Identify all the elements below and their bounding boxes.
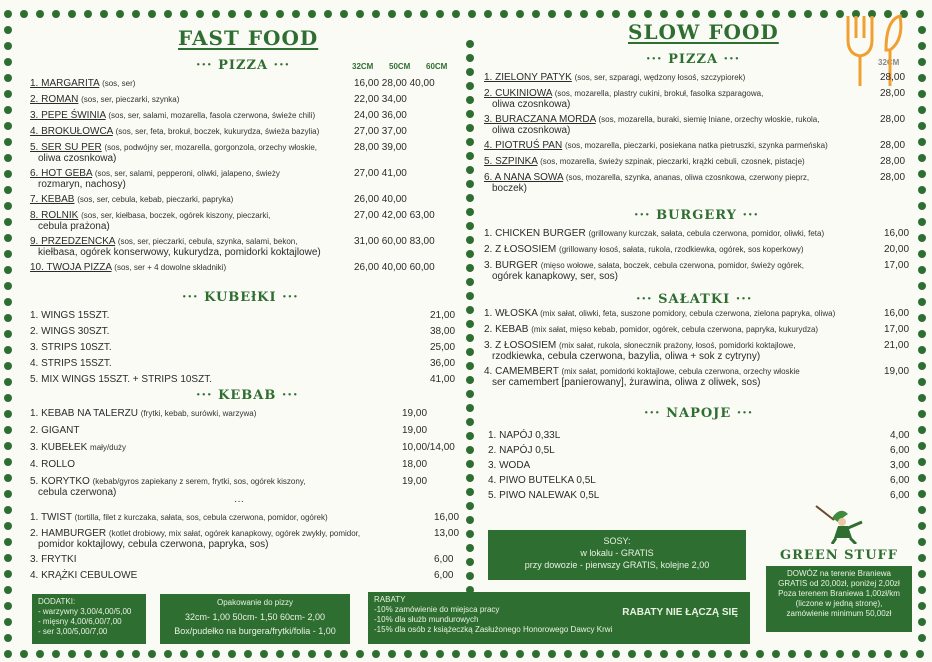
menu-item-name: 2. HAMBURGER [30,528,107,539]
menu-item-desc: (sos, ser + 4 dowolne składniki) [114,263,227,272]
menu-item [30,512,328,524]
rabaty-title: RABATY [374,595,406,604]
menu-item-name: 1. NAPÓJ 0,33L [488,430,561,441]
menu-item-desc: (sos, ser, pieczarki, cebula, szynka, salami, bekon, [117,237,298,246]
menu-item-desc-cont: rzodkiewka, cebula czerwona, bazylia, oliwa + sok z cytryny) [492,351,761,362]
menu-item-desc: (kebab/gyros zapiekany z serem, frytki, sos, ogórek kiszony, [92,477,306,486]
menu-item-price: 17,00 [884,324,910,335]
menu-item [484,172,809,184]
menu-item-price: 6,00 [434,554,454,565]
menu-item [30,342,112,354]
menu-item-name: 2. NAPÓJ 0,5L [488,445,555,456]
menu-item-desc: (frytki, kebab, surówki, warzywa) [140,409,257,418]
size-header-32: 32CM [352,62,374,71]
menu-item-name: 2. CUKINIOWA [484,88,552,99]
menu-item-name: 8. ROLNIK [30,210,79,221]
menu-item-price: 6,00 [434,570,454,581]
opakowanie-title: Opakowanie do pizzy [216,598,294,607]
menu-item-price: 16,00 28,00 40,00 [354,78,435,89]
slow-size-header: 32CM [878,58,900,67]
menu-item-price: 4,00 [890,430,910,441]
menu-item-price: 3,00 [890,460,910,471]
menu-item-price: 28,00 [880,156,906,167]
menu-item-desc: (mix sałat, pomidorki koktajlowe, cebula czerwona, orzechy włoskie [561,367,800,376]
menu-item-name: 10. TWOJA PIZZA [30,262,112,273]
rabaty-box [368,592,750,644]
menu-item [30,570,137,582]
menu-item-price: 19,00 [884,366,910,377]
menu-item-name: 1. MARGARITA [30,78,100,89]
menu-item-name: 6. HOT GEBA [30,168,93,179]
menu-item-price: 28,00 [880,72,906,83]
menu-item-price: 21,00 [884,340,910,351]
menu-item-price: 28,00 39,00 [354,142,407,153]
burgery-header: ··· BURGERY ··· [634,208,760,223]
menu-item-price: 28,00 [880,114,906,125]
dodatki-box [32,594,146,644]
menu-item-price: 24,00 36,00 [354,110,407,121]
menu-item [30,326,109,338]
dodatki-row: - ser 3,00/5,00/7,00 [38,627,108,636]
menu-item-price: 22,00 34,00 [354,94,407,105]
dodatki-row: - mięsny 4,00/6,00/7,00 [38,617,122,626]
menu-item [484,324,818,336]
menu-item-price: 25,00 [430,342,456,353]
opakowanie-line2: Box/pudełko na burgera/frytki/folia - 1,00 [174,626,336,636]
menu-item-price: 26,00 40,00 [354,194,407,205]
menu-item-desc: (mix sałat, oliwki, feta, suszone pomidory, cebula czerwona, zielona papryka, oliwa) [540,309,836,318]
menu-item [484,308,835,320]
menu-item-name: 1. WŁOSKA [484,308,538,319]
salatki-header: ··· SAŁATKI ··· [636,292,753,307]
menu-item-name: 4. PIWO BUTELKA 0,5L [488,475,596,486]
menu-item-price: 19,00 [402,408,428,419]
menu-item-desc: (mix sałat, rukola, słonecznik prażony, łosoś, pomidorki koktajlowe, [559,341,796,350]
menu-item-name: 9. PRZEDZENCKA [30,236,116,247]
menu-item-name: 3. BURACZANA MORDA [484,114,596,125]
menu-item-price: 21,00 [430,310,456,321]
delivery-line: GRATIS od 20,00zł, poniżej 2,00zł [778,579,900,588]
delivery-line: DOWÓZ na terenie Braniewa [786,569,892,578]
menu-item-price: 18,00 [402,459,428,470]
fast-food-pizza-header: ··· PIZZA ··· [196,58,291,73]
menu-item-desc: (grillowany kurczak, sałata, cebula czerwona, pomidor, oliwki, feta) [588,229,825,238]
menu-item-desc-cont: oliwa czosnkowa) [492,125,571,136]
menu-item-price: 17,00 [884,260,910,271]
menu-item-name: 5. PIWO NALEWAK 0,5L [488,490,600,501]
menu-item-desc-cont: ser camembert [panierowany], żurawina, oliwa z oliwek, sos) [492,377,761,388]
menu-item-desc: (sos, ser, cebula, kebab, pieczarki, papryka) [77,195,234,204]
menu-item-price: 27,00 42,00 63,00 [354,210,435,221]
menu-item [484,156,805,168]
menu-item-desc: (mix sałat, mięso kebab, pomidor, ogórek, cebula czerwona, papryka, kukurydza) [531,325,819,334]
dodatki-row: - warzywny 3,00/4,00/5,00 [38,607,132,616]
menu-item [30,126,319,138]
menu-item-name: 3. FRYTKI [30,554,77,565]
menu-item-name: 2. WINGS 30SZT. [30,326,110,337]
menu-item-name: 4. BROKUŁOWCA [30,126,113,137]
menu-item [484,140,828,152]
menu-item-desc-cont: oliwa czosnkowa) [492,99,571,110]
size-header-60: 60CM [426,62,448,71]
sosy-line2: przy dowozie - pierwszy GRATIS, kolejne 2,00 [524,560,710,570]
dodatki-title: DODATKI: [38,597,76,606]
menu-item-desc: mały/duży [90,443,127,452]
menu-item-desc: (sos, ser, szparagi, wędzony łosoś, szczypiorek) [574,73,746,82]
menu-item-desc: (sos, mozarella, świeży szpinak, pieczarki, krążki cebuli, czosnek, pistacje) [540,157,805,166]
slow-food-pizza-header: ··· PIZZA ··· [646,52,741,67]
menu-item-price: 19,00 [402,476,428,487]
menu-item-desc-cont: kiełbasa, ogórek konserwowy, kukurydza, pomidorki koktajlowe) [38,247,321,258]
menu-item-desc: (tortilla, filet z kurczaka, sałata, sos, cebula czerwona, pomidor, ogórek) [74,513,328,522]
fast-food-title: FAST FOOD [178,26,319,50]
elf-illustration [812,500,868,549]
menu-item-desc-cont: ogórek kanapkowy, ser, sos) [492,271,618,282]
menu-item [30,442,126,454]
menu-item-desc: (sos, ser, salami, mozarella, fasola czerwona, świeże chili) [108,111,316,120]
delivery-line: Poza terenem Braniewa 1,00zł/km [778,589,900,598]
menu-item-desc-cont: oliwa czosnkowa) [38,153,117,164]
menu-item-name: 2. GIGANT [30,425,80,436]
menu-item-name: 2. ROMAN [30,94,79,105]
menu-item-price: 16,00 [434,512,460,523]
menu-item [488,430,560,442]
menu-item [30,374,212,386]
menu-item-name: 1. ZIELONY PATYK [484,72,572,83]
menu-item-price: 16,00 [884,308,910,319]
menu-item-name: 1. KEBAB NA TALERZU [30,408,139,419]
menu-item-price: 6,00 [890,475,910,486]
menu-item-name: 5. SZPINKA [484,156,538,167]
menu-item-price: 28,00 [880,88,906,99]
menu-item-desc: (sos, mozarella, szynka, ananas, oliwa czosnkowa, czerwony pieprz, [565,173,810,182]
menu-item-name: 3. Z ŁOSOSIEM [484,340,557,351]
menu-item [30,194,233,206]
menu-item-desc: (sos, mozarella, plastry cukini, brokuł, fasolka szparagowa, [554,89,764,98]
menu-item [30,459,75,471]
opakowanie-box [160,594,350,644]
menu-item [30,94,179,106]
menu-item [484,244,804,256]
delivery-line: (liczone w jedną stronę), [795,599,883,608]
menu-item [488,490,599,502]
delivery-line: zamówienie minimum 50,00zł [786,609,892,618]
rabaty-line: -15% dla osób z książeczką Zasłużonego Honorowego Dawcy Krwi [374,625,613,634]
sosy-box [488,530,746,580]
menu-item [30,425,79,437]
menu-item [488,460,530,472]
menu-item-price: 28,00 [880,172,906,183]
menu-item-price: 36,00 [430,358,456,369]
menu-item-name: 5. MIX WINGS 15SZT. + STRIPS 10SZT. [30,374,212,385]
menu-item-desc-cont: cebula prażona) [38,221,110,232]
menu-item-desc: (sos, ser, salami, pepperoni, oliwki, jalapeno, świeży [94,169,280,178]
menu-item-name: 6. A NANA SOWA [484,172,564,183]
kebab-separator: ··· [234,496,244,507]
menu-item-desc: (sos, podwójny ser, mozarella, gorgonzola, orzechy włoskie, [104,143,318,152]
menu-item [30,408,256,420]
menu-item [30,78,135,90]
menu-item-name: 1. TWIST [30,512,72,523]
menu-item-desc: (sos, mozarella, pieczarki, posiekana natka pietruszki, szynka parmeńska) [564,141,828,150]
sosy-line1: w lokalu - GRATIS [580,548,654,558]
napoje-header: ··· NAPOJE ··· [644,406,754,421]
menu-item-price: 27,00 37,00 [354,126,407,137]
menu-item-name: 4. CAMEMBERT [484,366,559,377]
menu-item-name: 3. STRIPS 10SZT. [30,342,112,353]
menu-item-price: 6,00 [890,490,910,501]
menu-item-price: 38,00 [430,326,456,337]
menu-item-price: 28,00 [880,140,906,151]
kubelki-header: ··· KUBEłKI ··· [182,290,299,305]
menu-item-desc: (sos, ser, pieczarki, szynka) [81,95,180,104]
menu-item-desc-cont: cebula czerwona) [38,487,117,498]
menu-item-desc: (sos, ser, feta, brokuł, boczek, kukurydza, świeża bazylia) [115,127,320,136]
rabaty-note: RABATY NIE ŁĄCZĄ SIĘ [622,607,738,618]
menu-item-name: 3. PEPE ŚWINIA [30,110,106,121]
menu-item [30,110,315,122]
menu-item-desc: (kotlet drobiowy, mix sałat, ogórek kanapkowy, ogórek zwykły, pomidor, [108,529,361,538]
menu-item-price: 41,00 [430,374,456,385]
kebab-header: ··· KEBAB ··· [196,388,299,403]
menu-item [30,554,77,566]
menu-item-price: 16,00 [884,228,910,239]
menu-item-price: 26,00 40,00 60,00 [354,262,435,273]
menu-item-name: 2. Z ŁOSOSIEM [484,244,557,255]
menu-item-desc: (sos, ser, kiełbasa, boczek, ogórek kiszony, pieczarki, [81,211,271,220]
opakowanie-line1: 32cm- 1,00 50cm- 1,50 60cm- 2,00 [184,612,326,622]
menu-item [484,72,745,84]
menu-item [488,475,596,487]
menu-item-name: 7. KEBAB [30,194,75,205]
menu-item-name: 1. WINGS 15SZT. [30,310,110,321]
menu-item [30,310,109,322]
menu-item-desc-cont: rozmaryn, nachosy) [38,179,126,190]
menu-item-desc: (mięso wołowe, sałata, boczek, cebula czerwona, pomidor, świeży ogórek, [540,261,804,270]
menu-item-desc: (sos, ser) [102,79,136,88]
menu-item-desc-cont: pomidor koktajlowy, cebula czerwona, papryka, sos) [38,539,269,550]
menu-item-desc: (sos, mozarella, buraki, siemię lniane, orzechy włoskie, rukola, [598,115,820,124]
slow-food-title: SLOW FOOD [628,20,779,44]
menu-item [488,445,555,457]
menu-item-desc-cont: boczek) [492,183,528,194]
menu-item-name: 3. BURGER [484,260,538,271]
menu-item-price: 6,00 [890,445,910,456]
menu-item-name: 4. PIOTRUŚ PAN [484,140,563,151]
menu-item-price: 19,00 [402,425,428,436]
menu-item-price: 31,00 60,00 83,00 [354,236,435,247]
green-stuff-title: GREEN STUFF [780,548,898,563]
menu-item [30,358,112,370]
menu-item-price: 20,00 [884,244,910,255]
menu-item-price: 13,00 [434,528,460,539]
menu-item-name: 1. CHICKEN BURGER [484,228,586,239]
menu-item-desc: (grillowany łosoś, sałata, rukola, rzodkiewka, ogórek, sos koperkowy) [559,245,804,254]
menu-item-name: 2. KEBAB [484,324,529,335]
delivery-box [766,566,912,632]
menu-item [30,262,226,274]
menu-item-name: 4. KRĄŻKI CEBULOWE [30,570,138,581]
menu-item [484,228,824,240]
menu-item-price: 10,00/14,00 [402,442,455,453]
menu-item-name: 3. KUBEŁEK [30,442,88,453]
rabaty-line: -10% zamówienie do miejsca pracy [374,605,500,614]
menu-item-price: 27,00 41,00 [354,168,407,179]
rabaty-line: -10% dla służb mundurowych [374,615,479,624]
menu-item-name: 3. WODA [488,460,531,471]
menu-item-name: 4. STRIPS 15SZT. [30,358,112,369]
size-header-50: 50CM [389,62,411,71]
menu-item-name: 4. ROLLO [30,459,76,470]
sosy-title: SOSY: [603,536,631,546]
menu-item-name: 5. KORYTKO [30,476,90,487]
menu-item-name: 5. SER SU PER [30,142,102,153]
